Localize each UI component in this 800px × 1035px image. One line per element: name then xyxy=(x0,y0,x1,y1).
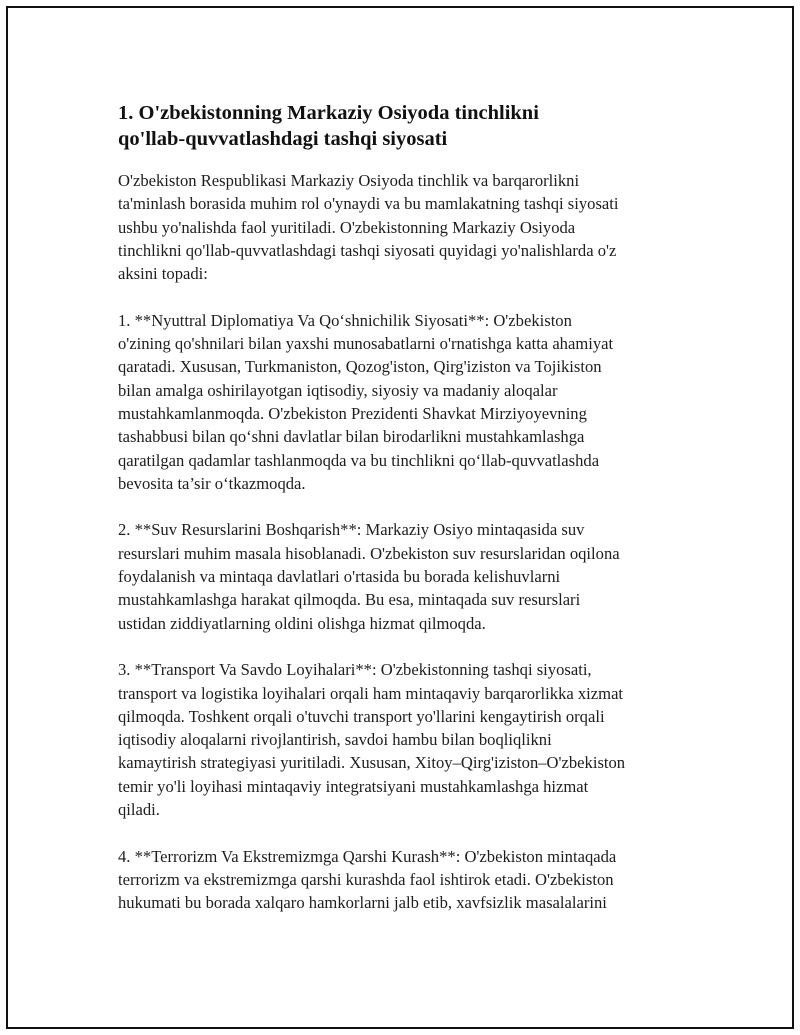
list-item-1 xyxy=(118,309,703,495)
list-item-3 xyxy=(118,658,703,821)
paragraph-gap xyxy=(118,635,703,658)
text-line: 2. **Suv Resurslarini Boshqarish**: Markaziy Osiyo mintaqasida suv xyxy=(118,520,585,540)
text-line: mustahkamlanmoqda. O'zbekiston Prezidenti Shavkat Mirziyoyevning xyxy=(118,403,587,423)
text-line: ustidan ziddiyatlarning oldini olishga hizmat qilmoqda. xyxy=(118,613,486,633)
document-body xyxy=(118,100,703,915)
text-line: mustahkamlashga harakat qilmoqda. Bu esa, mintaqada suv resurslari xyxy=(118,590,581,610)
text-line: tashabbusi bilan qo‘shni davlatlar bilan birodarlikni mustahkamlashga xyxy=(118,427,585,447)
paragraph-gap xyxy=(118,495,703,518)
text-line: 4. **Terrorizm Va Ekstremizmga Qarshi Kurash**: O'zbekiston mintaqada xyxy=(118,846,617,866)
paragraph-gap xyxy=(118,821,703,844)
intro-paragraph xyxy=(118,169,703,285)
text-line: aksini topadi: xyxy=(118,264,208,284)
text-line: transport va logistika loyihalari orqali ham mintaqaviy barqarorlikka xizmat xyxy=(118,683,624,703)
text-line: tinchlikni qo'llab-quvvatlashdagi tashqi siyosati quyidagi yo'nalishlarda o'z xyxy=(118,240,617,260)
paragraph-gap xyxy=(118,285,703,308)
text-line: terrorizm va ekstremizmga qarshi kurashda faol ishtirok etadi. O'zbekiston xyxy=(118,869,614,889)
list-item-2 xyxy=(118,518,703,634)
text-line: iqtisodiy aloqalarni rivojlantirish, savdoi hambu bilan boqliqlikni xyxy=(118,730,552,750)
text-line: foydalanish va mintaqa davlatlari o'rtasida bu borada kelishuvlarni xyxy=(118,567,561,587)
text-line: hukumati bu borada xalqaro hamkorlarni jalb etib, xavfsizlik masalalarini xyxy=(118,893,607,913)
text-line: qaratadi. Xususan, Turkmaniston, Qozog'iston, Qirg'iziston va Tojikiston xyxy=(118,357,602,377)
title-line: qo'llab-quvvatlashdagi tashqi siyosati xyxy=(118,128,448,150)
text-line: kamaytirish strategiyasi yuritiladi. Xususan, Xitoy–Qirg'iziston–O'zbekiston xyxy=(118,753,626,773)
text-line: 1. **Nyuttral Diplomatiya Va Qo‘shnichilik Siyosati**: O'zbekiston xyxy=(118,310,572,330)
text-line: 3. **Transport Va Savdo Loyihalari**: O'zbekistonning tashqi siyosati, xyxy=(118,660,592,680)
document-title xyxy=(118,100,703,152)
text-line: ushbu yo'nalishda faol yuritiladi. O'zbekistonning Markaziy Osiyoda xyxy=(118,217,576,237)
text-line: qaratilgan qadamlar tashlanmoqda va bu tinchlikni qo‘llab-quvvatlashda xyxy=(118,450,600,470)
text-line: resurslari muhim masala hisoblanadi. O'zbekiston suv resurslaridan oqilona xyxy=(118,543,620,563)
list-item-4 xyxy=(118,845,703,915)
text-line: bilan amalga oshirilayotgan iqtisodiy, siyosiy va madaniy aloqalar xyxy=(118,380,558,400)
text-line: qiladi. xyxy=(118,800,160,820)
text-line: qilmoqda. Toshkent orqali o'tuvchi transport yo'llarini kengaytirish orqali xyxy=(118,706,605,726)
text-line: ta'minlash borasida muhim rol o'ynaydi va bu mamlakatning tashqi siyosati xyxy=(118,194,619,214)
text-line: temir yo'li loyihasi mintaqaviy integratsiyani mustahkamlashga hizmat xyxy=(118,776,589,796)
text-line: bevosita ta’sir o‘tkazmoqda. xyxy=(118,473,306,493)
title-line: 1. O'zbekistonning Markaziy Osiyoda tinchlikni xyxy=(118,102,539,124)
page-frame xyxy=(6,6,794,1029)
text-line: o'zining qo'shnilari bilan yaxshi munosabatlarni o'rnatishga katta ahamiyat xyxy=(118,334,614,354)
text-line: O'zbekiston Respublikasi Markaziy Osiyoda tinchlik va barqarorlikni xyxy=(118,171,580,190)
